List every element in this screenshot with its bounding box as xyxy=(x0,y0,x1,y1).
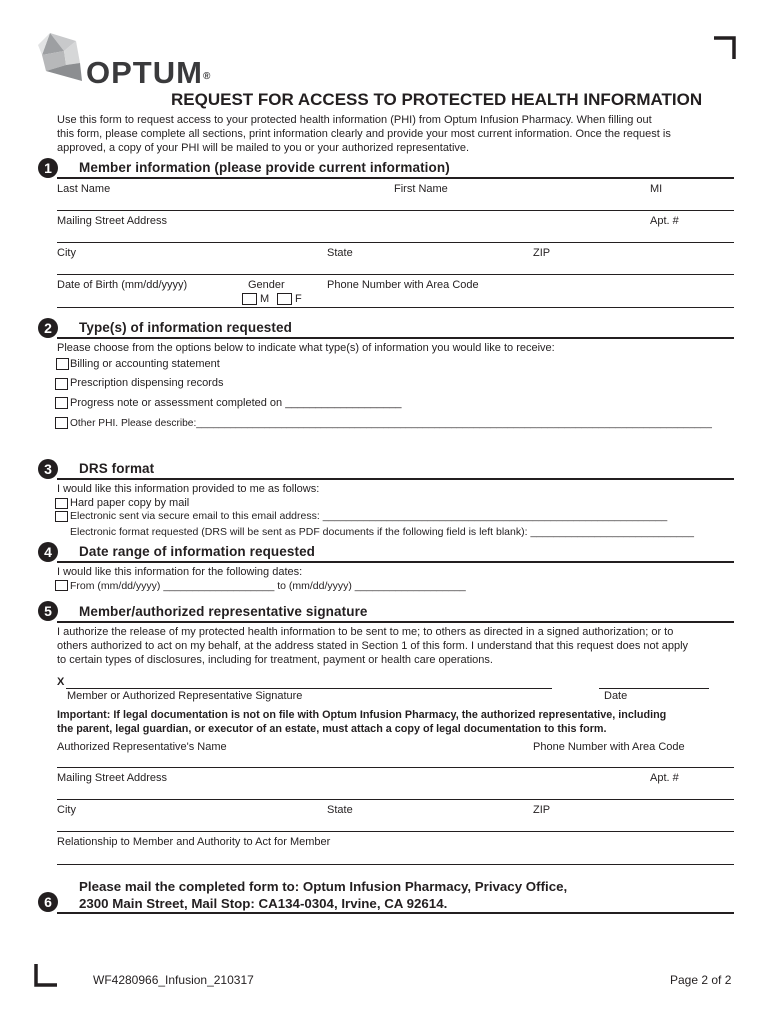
prescription-label: Prescription dispensing records xyxy=(70,377,224,389)
form-id: WF4280966_Infusion_210317 xyxy=(93,973,254,987)
street-label: Mailing Street Address xyxy=(57,215,168,227)
section-3-rule xyxy=(57,478,734,480)
section-3-prompt: I would like this information provided to me as follows: xyxy=(57,483,320,495)
city-label: City xyxy=(57,247,76,259)
section-2-badge: 2 xyxy=(38,318,58,338)
relationship-label: Relationship to Member and Authority to Act for Member xyxy=(57,836,331,848)
apt-label: Apt. # xyxy=(650,215,679,227)
last-name-label: Last Name xyxy=(57,183,111,195)
section-4-prompt: I would like this information for the following dates: xyxy=(57,566,303,578)
first-name-label: First Name xyxy=(394,183,448,195)
rep-city-label: City xyxy=(57,804,76,816)
rep-name-field-line[interactable] xyxy=(57,767,734,768)
zip-label: ZIP xyxy=(533,247,551,259)
section-2-rule xyxy=(57,337,734,339)
state-label: State xyxy=(327,247,353,259)
gender-m-checkbox[interactable] xyxy=(242,293,257,305)
section-3-title: DRS format xyxy=(79,461,155,476)
section-6-rule xyxy=(57,912,734,914)
rep-city-field-line[interactable] xyxy=(57,831,734,832)
section-2-prompt: Please choose from the options below to indicate what type(s) of information you would like to receive: xyxy=(57,342,555,354)
hard-copy-label: Hard paper copy by mail xyxy=(70,497,190,509)
phone-label: Phone Number with Area Code xyxy=(327,279,479,291)
progress-note-label: Progress note or assessment completed on ___________________ xyxy=(70,397,402,409)
section-4-rule xyxy=(57,561,734,563)
rep-apt-label: Apt. # xyxy=(650,772,679,784)
gender-f-label: F xyxy=(295,293,302,305)
billing-label: Billing or accounting statement xyxy=(70,358,220,370)
top-right-corner-mark xyxy=(712,35,738,61)
progress-note-checkbox[interactable] xyxy=(55,397,68,409)
date-label: Date xyxy=(604,690,628,702)
section-3-badge: 3 xyxy=(38,459,58,479)
mail-to-line-1: Please mail the completed form to: Optum Infusion Pharmacy, Privacy Office, xyxy=(79,879,568,894)
authorization-line-2: others authorized to act on my behalf, at the address stated in Section 1 of this form. I understand that this request does not apply xyxy=(57,640,689,652)
mi-label: MI xyxy=(650,183,663,195)
authorization-line-3: to certain types of disclosures, including for treatment, payment or health care operations. xyxy=(57,654,493,666)
section-4-title: Date range of information requested xyxy=(79,544,316,559)
date-range-label: From (mm/dd/yyyy) ___________________ to (mm/dd/yyyy) ___________________ xyxy=(70,580,466,592)
section-5-rule xyxy=(57,621,734,623)
city-field-line[interactable] xyxy=(57,274,734,275)
brand-name: OPTUM® xyxy=(86,55,212,90)
name-field-line[interactable] xyxy=(57,210,734,211)
billing-checkbox[interactable] xyxy=(56,358,69,370)
rep-phone-label: Phone Number with Area Code xyxy=(533,741,685,753)
dob-label: Date of Birth (mm/dd/yyyy) xyxy=(57,279,188,291)
gender-m-label: M xyxy=(260,293,270,305)
gender-label: Gender xyxy=(248,279,285,291)
section-1-title: Member information (please provide current information) xyxy=(79,160,450,175)
intro-line-2: this form, please complete all sections, print information clearly and provide your most current information. Once the request is xyxy=(57,128,671,140)
dob-field-line[interactable] xyxy=(57,307,734,308)
email-label: Electronic sent via secure email to this email address: ___________________________________________________________ xyxy=(70,510,668,522)
signature-line[interactable] xyxy=(66,688,552,689)
signature-label: Member or Authorized Representative Signature xyxy=(67,690,303,702)
bottom-left-corner-mark xyxy=(33,962,59,988)
other-phi-label: Other PHI. Please describe:___________________________________________________________________________________________ xyxy=(70,418,712,429)
intro-line-3: approved, a copy of your PHI will be mailed to you or your authorized representative. xyxy=(57,142,470,154)
gender-f-checkbox[interactable] xyxy=(277,293,292,305)
hard-copy-checkbox[interactable] xyxy=(55,498,68,509)
signature-x: X xyxy=(57,676,65,688)
rep-name-label: Authorized Representative's Name xyxy=(57,741,227,753)
electronic-format-label: Electronic format requested (DRS will be sent as PDF documents if the following field is left blank): ____________________________ xyxy=(70,526,694,538)
date-range-checkbox[interactable] xyxy=(55,580,68,591)
page-number: Page 2 of 2 xyxy=(670,973,732,987)
section-2-title: Type(s) of information requested xyxy=(79,320,292,335)
rep-zip-label: ZIP xyxy=(533,804,551,816)
section-5-badge: 5 xyxy=(38,601,58,621)
rep-street-label: Mailing Street Address xyxy=(57,772,168,784)
relationship-field-line[interactable] xyxy=(57,864,734,865)
prescription-checkbox[interactable] xyxy=(55,378,68,390)
rep-state-label: State xyxy=(327,804,353,816)
mail-to-line-2: 2300 Main Street, Mail Stop: CA134-0304, Irvine, CA 92614. xyxy=(79,896,448,911)
other-phi-checkbox[interactable] xyxy=(55,417,68,429)
date-line[interactable] xyxy=(599,688,709,689)
section-5-title: Member/authorized representative signature xyxy=(79,604,368,619)
rep-street-field-line[interactable] xyxy=(57,799,734,800)
street-field-line[interactable] xyxy=(57,242,734,243)
important-line-1: Important: If legal documentation is not on file with Optum Infusion Pharmacy, the authorized representative, including xyxy=(57,709,667,721)
authorization-line-1: I authorize the release of my protected health information to be sent to me; to others as directed in a signed authorization; or to xyxy=(57,626,674,638)
email-checkbox[interactable] xyxy=(55,511,68,522)
section-6-badge: 6 xyxy=(38,892,58,912)
section-1-badge: 1 xyxy=(38,158,58,178)
section-1-rule xyxy=(57,177,734,179)
section-4-badge: 4 xyxy=(38,542,58,562)
intro-line-1: Use this form to request access to your protected health information (PHI) from Optum Infusion Pharmacy. When filling out xyxy=(57,114,652,126)
important-line-2: the parent, legal guardian, or executor of an estate, must attach a copy of legal documentation to this form. xyxy=(57,723,607,735)
optum-logo-icon xyxy=(36,31,86,86)
form-title: REQUEST FOR ACCESS TO PROTECTED HEALTH INFORMATION xyxy=(171,90,703,109)
